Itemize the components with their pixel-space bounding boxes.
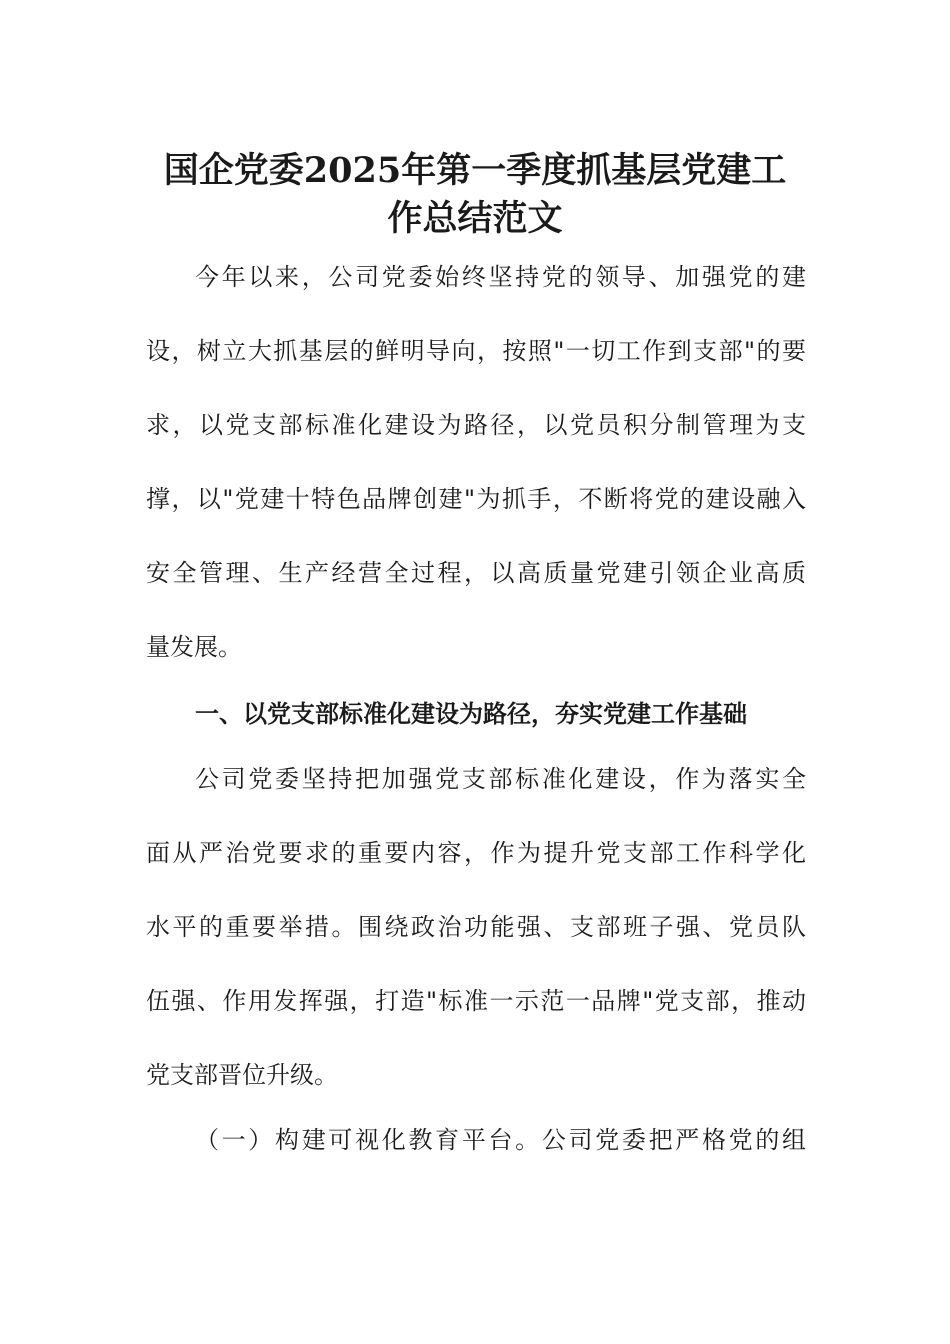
paragraph-1-line-5: 安全管理、生产经营全过程，以高质量党建引领企业高质 (146, 559, 806, 587)
paragraph-1-line-6: 量发展。 (146, 633, 242, 661)
paragraph-2-line-1: 公司党委坚持把加强党支部标准化建设，作为落实全 (195, 765, 806, 793)
paragraph-1-line-4: 撑，以"党建十特色品牌创建"为抓手，不断将党的建设融入 (146, 485, 806, 513)
paragraph-2-line-5: 党支部晋位升级。 (146, 1061, 338, 1089)
paragraph-1-line-1: 今年以来，公司党委始终坚持党的领导、加强党的建 (195, 263, 806, 291)
document-title-line-1: 国企党委2025年第一季度抓基层党建工 (163, 150, 787, 191)
paragraph-2-line-4: 伍强、作用发挥强，打造"标准一示范一品牌"党支部，推动 (146, 987, 806, 1015)
paragraph-2-line-2: 面从严治党要求的重要内容，作为提升党支部工作科学化 (146, 839, 806, 867)
paragraph-1-line-2: 设，树立大抓基层的鲜明导向，按照"一切工作到支部"的要 (146, 337, 806, 365)
document-title-line-2: 作总结范文 (387, 198, 563, 239)
paragraph-3-line-1: （一）构建可视化教育平台。公司党委把严格党的组 (195, 1126, 806, 1154)
section-1-heading: 一、以党支部标准化建设为路径，夯实党建工作基础 (195, 700, 747, 728)
paragraph-1-line-3: 求，以党支部标准化建设为路径，以党员积分制管理为支 (146, 411, 806, 439)
paragraph-2-line-3: 水平的重要举措。围绕政治功能强、支部班子强、党员队 (146, 913, 806, 941)
